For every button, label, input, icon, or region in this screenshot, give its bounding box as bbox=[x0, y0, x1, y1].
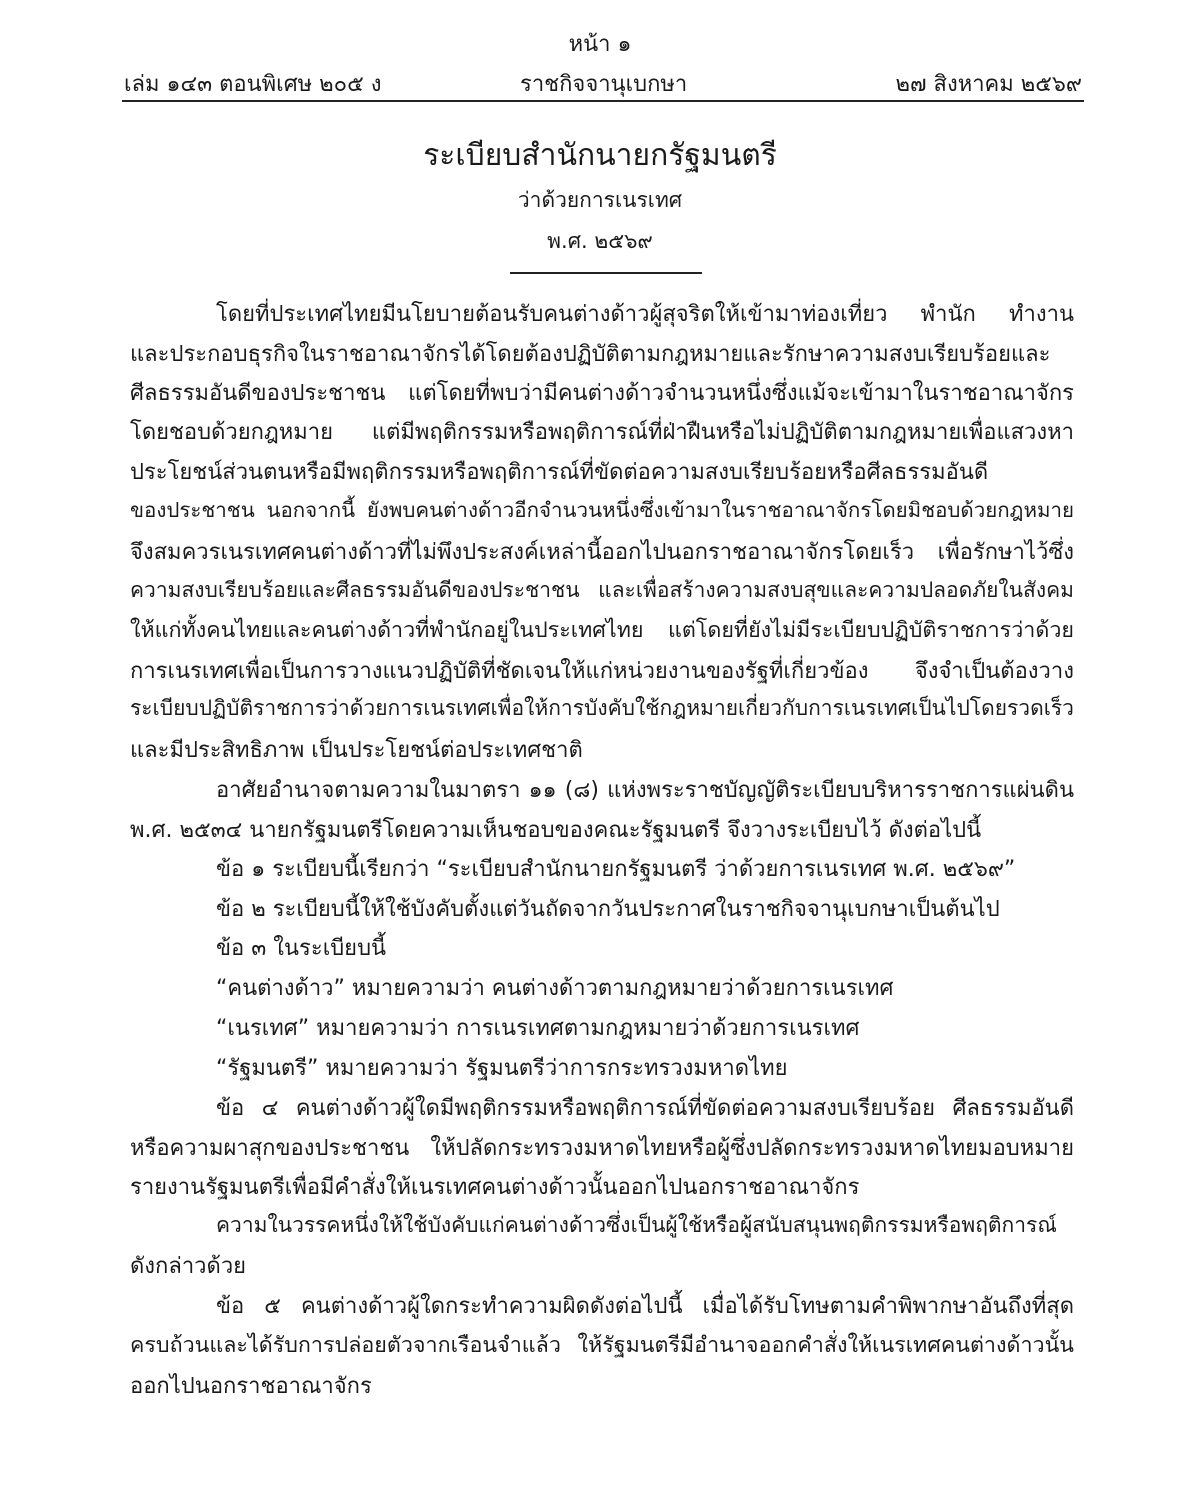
volume-issue: เล่ม ๑๔๓ ตอนพิเศษ ๒๐๕ ง bbox=[124, 72, 382, 97]
body-line: และมีประสิทธิภาพ เป็นประโยชน์ต่อประเทศชาติ bbox=[130, 738, 583, 763]
publication-date: ๒๗ สิงหาคม ๒๕๖๙ bbox=[895, 72, 1082, 97]
body-line: พ.ศ. ๒๕๓๔ นายกรัฐมนตรีโดยความเห็นชอบของคณะรัฐมนตรี จึงวางระเบียบไว้ ดังต่อไปนี้ bbox=[130, 818, 982, 843]
definition-line: “รัฐมนตรี” หมายความว่า รัฐมนตรีว่าการกระทรวงมหาดไทย bbox=[216, 1056, 788, 1081]
body-line: ระเบียบปฏิบัติราชการว่าด้วยการเนรเทศเพื่อให้การบังคับใช้กฎหมายเกี่ยวกับการเนรเทศเป็นไปโดยรวดเร็ว bbox=[130, 696, 1074, 720]
page-number: หน้า ๑ bbox=[568, 32, 632, 57]
body-line: ดังกล่าวด้วย bbox=[130, 1254, 247, 1279]
regulation-title: ระเบียบสำนักนายกรัฐมนตรี bbox=[423, 138, 777, 173]
clause-line: ข้อ ๑ ระเบียบนี้เรียกว่า “ระเบียบสำนักนายกรัฐมนตรี ว่าด้วยการเนรเทศ พ.ศ. ๒๕๖๙” bbox=[216, 857, 1016, 882]
body-line: อาศัยอำนาจตามความในมาตรา ๑๑ (๘) แห่งพระราชบัญญัติระเบียบบริหารราชการแผ่นดิน bbox=[216, 778, 1074, 803]
body-line: ความสงบเรียบร้อยและศีลธรรมอันดีของประชาชน และเพื่อสร้างความสงบสุขและความปลอดภัยในสังคม bbox=[130, 578, 1074, 602]
gazette-header-row bbox=[124, 66, 1082, 98]
clause-line: ข้อ ๕ คนต่างด้าวผู้ใดกระทำความผิดดังต่อไปนี้ เมื่อได้รับโทษตามคำพิพากษาอันถึงที่สุด bbox=[216, 1294, 1074, 1319]
publication-name: ราชกิจจานุเบกษา bbox=[520, 72, 688, 97]
regulation-subtitle: ว่าด้วยการเนรเทศ bbox=[517, 188, 683, 212]
body-line: ออกไปนอกราชอาณาจักร bbox=[130, 1374, 372, 1399]
title-divider bbox=[510, 272, 702, 274]
clause-line: ข้อ ๔ คนต่างด้าวผู้ใดมีพฤติกรรมหรือพฤติการณ์ที่ขัดต่อความสงบเรียบร้อย ศีลธรรมอันดี bbox=[216, 1096, 1074, 1121]
body-line: โดยชอบด้วยกฎหมาย แต่มีพฤติกรรมหรือพฤติการณ์ที่ฝ่าฝืนหรือไม่ปฏิบัติตามกฎหมายเพื่อแสวงหา bbox=[130, 420, 1074, 445]
body-line: รายงานรัฐมนตรีเพื่อมีคำสั่งให้เนรเทศคนต่างด้าวนั้นออกไปนอกราชอาณาจักร bbox=[130, 1175, 860, 1200]
body-line: ครบถ้วนและได้รับการปล่อยตัวจากเรือนจำแล้ว ให้รัฐมนตรีมีอำนาจออกคำสั่งให้เนรเทศคนต่างด้าวนั้น bbox=[130, 1333, 1074, 1358]
body-line: และประกอบธุรกิจในราชอาณาจักรได้โดยต้องปฏิบัติตามกฎหมายและรักษาความสงบเรียบร้อยและ bbox=[130, 342, 1051, 367]
body-line: ความในวรรคหนึ่งให้ใช้บังคับแก่คนต่างด้าวซึ่งเป็นผู้ใช้หรือผู้สนับสนุนพฤติกรรมหรือพฤติการณ์ bbox=[216, 1213, 1057, 1237]
body-line: การเนรเทศเพื่อเป็นการวางแนวปฏิบัติที่ชัดเจนให้แก่หน่วยงานของรัฐที่เกี่ยวข้อง จึงจำเป็นต้องวาง bbox=[130, 659, 1074, 684]
body-line: ศีลธรรมอันดีของประชาชน แต่โดยที่พบว่ามีคนต่างด้าวจำนวนหนึ่งซึ่งแม้จะเข้ามาในราชอาณาจักร bbox=[130, 381, 1074, 406]
body-line: ให้แก่ทั้งคนไทยและคนต่างด้าวที่พำนักอยู่ในประเทศไทย แต่โดยที่ยังไม่มีระเบียบปฏิบัติราชการว่าด้วย bbox=[130, 618, 1074, 643]
clause-line: ข้อ ๓ ในระเบียบนี้ bbox=[216, 936, 387, 961]
header-divider bbox=[122, 100, 1084, 102]
body-line: ของประชาชน นอกจากนี้ ยังพบคนต่างด้าวอีกจำนวนหนึ่งซึ่งเข้ามาในราชอาณาจักรโดยมิชอบด้วยกฎหมาย bbox=[130, 498, 1074, 522]
body-line: โดยที่ประเทศไทยมีนโยบายต้อนรับคนต่างด้าวผู้สุจริตให้เข้ามาท่องเที่ยว พำนัก ทำงาน bbox=[216, 302, 1074, 327]
clause-line: ข้อ ๒ ระเบียบนี้ให้ใช้บังคับตั้งแต่วันถัดจากวันประกาศในราชกิจจานุเบกษาเป็นต้นไป bbox=[216, 897, 1000, 922]
body-line: หรือความผาสุกของประชาชน ให้ปลัดกระทรวงมหาดไทยหรือผู้ซึ่งปลัดกระทรวงมหาดไทยมอบหมาย bbox=[130, 1136, 1074, 1161]
definition-line: “เนรเทศ” หมายความว่า การเนรเทศตามกฎหมายว่าด้วยการเนรเทศ bbox=[216, 1016, 860, 1041]
body-line: ประโยชน์ส่วนตนหรือมีพฤติกรรมหรือพฤติการณ์ที่ขัดต่อความสงบเรียบร้อยหรือศีลธรรมอันดี bbox=[130, 460, 989, 485]
definition-line: “คนต่างด้าว” หมายความว่า คนต่างด้าวตามกฎหมายว่าด้วยการเนรเทศ bbox=[216, 976, 894, 1001]
regulation-year: พ.ศ. ๒๕๖๙ bbox=[547, 229, 653, 253]
body-line: จึงสมควรเนรเทศคนต่างด้าวที่ไม่พึงประสงค์เหล่านี้ออกไปนอกราชอาณาจักรโดยเร็ว เพื่อรักษาไว้ซึ่ง bbox=[130, 540, 1074, 565]
